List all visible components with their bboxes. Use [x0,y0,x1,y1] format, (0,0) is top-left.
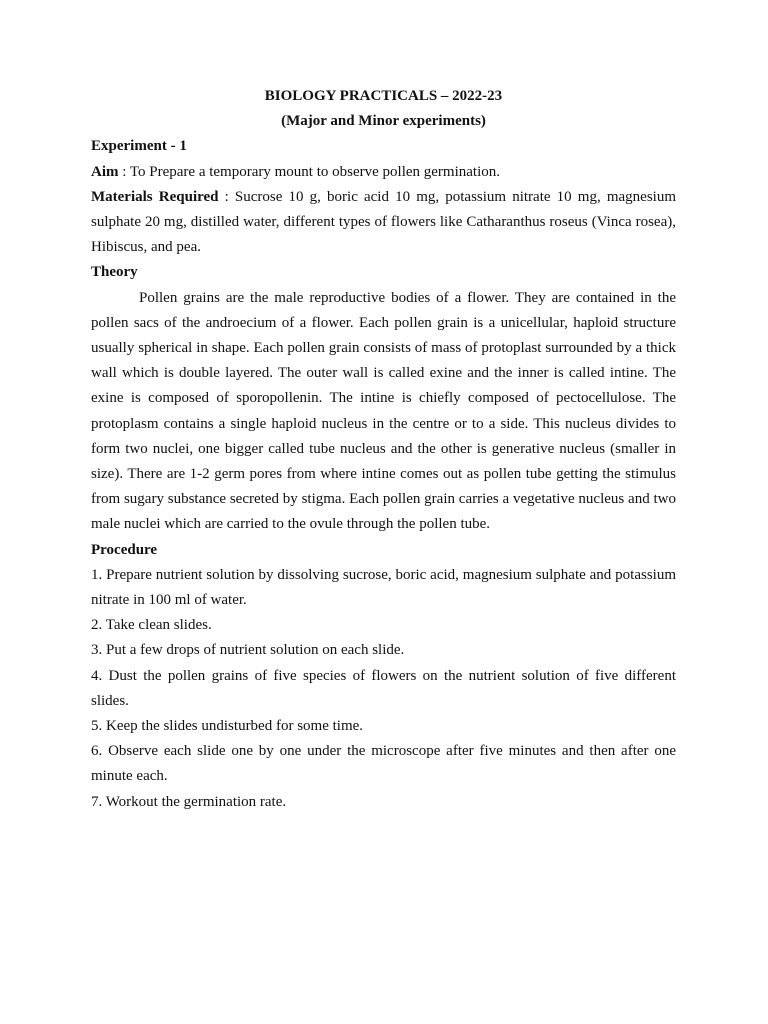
procedure-step-6: 6. Observe each slide one by one under the microscope after five minutes and then after one minute each. [91,743,676,785]
aim-label: Aim [91,163,119,180]
materials-label: Materials Required [91,188,219,205]
aim-separator: : [118,163,130,180]
document-title: BIOLOGY PRACTICALS – 2022-23 [264,88,503,104]
document-subtitle: (Major and Minor experiments) [281,113,486,130]
procedure-step-1: 1. Prepare nutrient solution by dissolving sucrose, boric acid, magnesium sulphate and potassium nitrate in 100 ml of water. [91,566,676,609]
materials-separator: : [218,188,235,205]
theory-heading: Theory [91,264,138,281]
experiment-label: Experiment - 1 [91,138,187,155]
procedure-step-4: 4. Dust the pollen grains of five species of flowers on the nutrient solution of five different slides. [91,667,676,709]
aim-line [91,160,676,185]
theory-paragraph: Pollen grains are the male reproductive bodies of a flower. They are contained in the pollen sacs of the androecium of a flower. Each pollen grain is a unicellular, haploid structure usually spherical in shape. Each pollen grain consists of mass of protoplast surrounded by a thick wall which is double layered. The outer wall is called exine and the inner is called intine. The exine is composed of sporopollenin. The intine is chiefly composed of pectocellulose. The protoplasm contains a single haploid nucleus in the centre or to a side. This nucleus divides to form two nuclei, one bigger called tube nucleus and the other is generative nucleus (smaller in size). There are 1-2 germ pores from where intine comes out as pollen tube getting the stimulus from sugary substance secreted by stigma. Each pollen grain carries a vegetative nucleus and two male nuclei which are carried to the ovule through the pollen tube. [91,289,676,533]
procedure-step-2: 2. Take clean slides. [91,617,212,634]
procedure-step-5: 5. Keep the slides undisturbed for some time. [91,718,364,735]
aim-text: To Prepare a temporary mount to observe pollen germination. [129,163,500,180]
procedure-step-7: 7. Workout the germination rate. [91,793,287,810]
procedure-heading: Procedure [91,541,158,558]
procedure-step-3: 3. Put a few drops of nutrient solution on each slide. [91,642,405,659]
materials-paragraph [91,185,676,261]
materials-text: Sucrose 10 g, boric acid 10 mg, potassium nitrate 10 mg, magnesium sulphate 20 mg, distilled water, different types of flowers like Catharanthus roseus (Vinca rosea), Hibiscus, and pea. [91,188,676,256]
document-page [91,84,676,815]
